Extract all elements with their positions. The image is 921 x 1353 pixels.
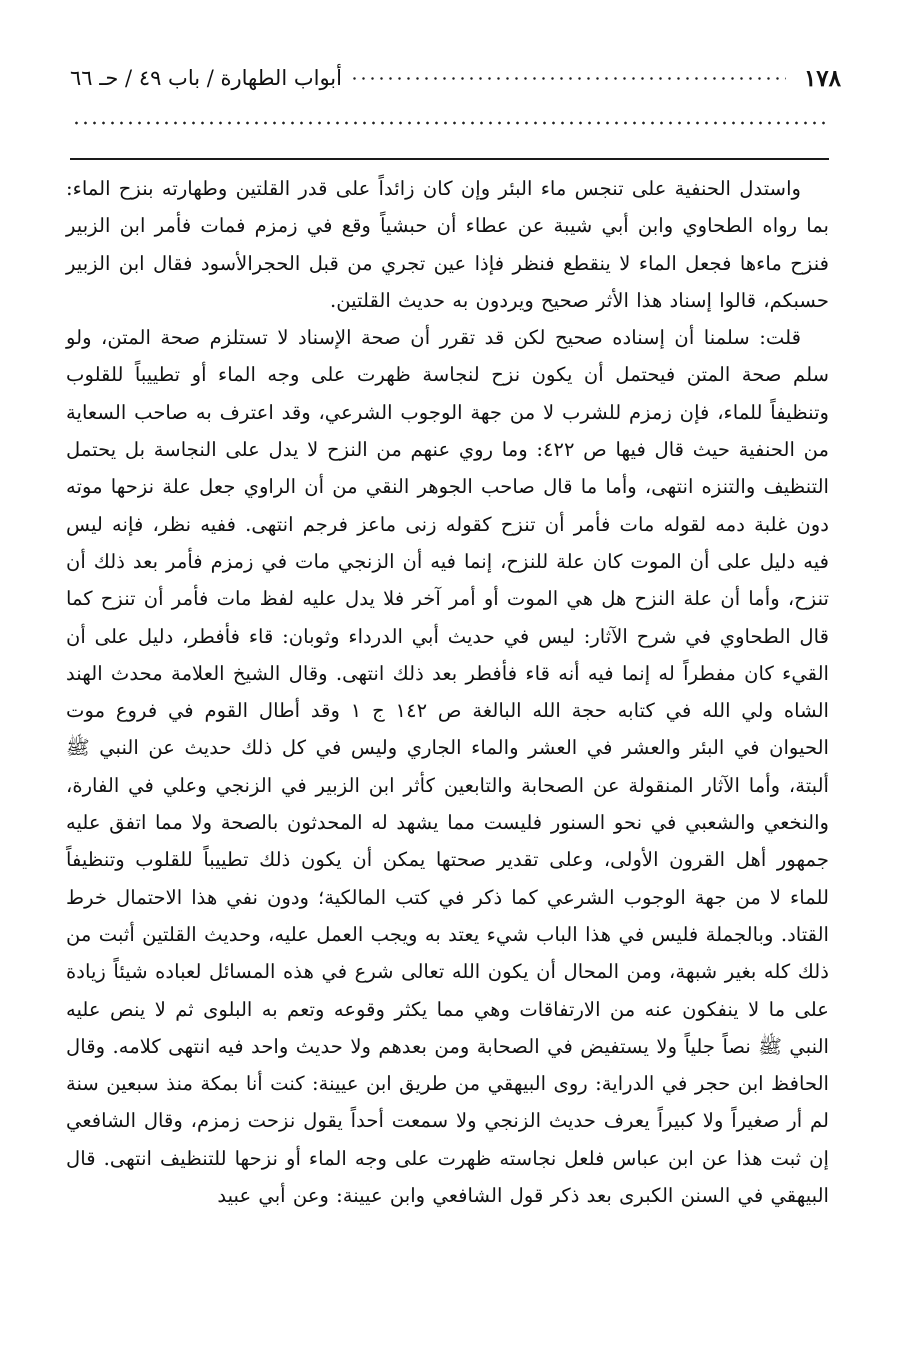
paragraph-1: واستدل الحنفية على تنجس ماء البئر وإن كان زائداً على قدر القلتين وطهارته بنزح الماء: بما رواه الطحاوي وابن أبي شيبة عن عطاء أن حبشياً وقع في زمزم فمات فأمر ابن الزبير فنزح ماءها فجعل الماء لا ينقطع فنظر فإذا عين تجري من قبل الحجرالأسود فقال ابن الزبير حسبكم، قالوا إسناد هذا الأثر صحيح ويردون به حديث القلتين. [66,177,829,312]
page-number: ١٧٨ [803,64,841,92]
header-dotted-line [72,121,827,125]
running-title: أبواب الطهارة / باب ٤٩ / حـ ٦٦ [70,66,342,90]
page-header [70,56,841,100]
header-rule [70,158,829,160]
paragraph-2: قلت: سلمنا أن إسناده صحيح لكن قد تقرر أن صحة الإسناد لا تستلزم صحة المتن، ولو سلم صحة المتن فيحتمل أن يكون نزح لنجاسة ظهرت على وجه الماء أو تطييباً للقلوب وتنظيفاً للماء، فإن زمزم للشرب لا من جهة الوجوب الشرعي، وقد اعترف به صاحب السعاية من الحنفية حيث قال فيها ص ٤٢٢: وما روي عنهم من النزح لا يدل على النجاسة بل يحتمل التنظيف والتنزه انتهى، وأما ما قال صاحب الجوهر النقي من أن الراوي جعل علة نزحها موته دون غلبة دمه لقوله مات فأمر أن تنزح كقوله زنى ماعز فرجم انتهى. ففيه نظر، فإنه ليس فيه دليل على أن الموت كان علة للنزح، إنما فيه أن الزنجي مات في زمزم فأمر بعد ذلك أن تنزح، وأما أن علة النزح هل هي الموت أو أمر آخر فلا يدل عليه لفظ مات فأمر أن تنزح كما قال الطحاوي في شرح الآثار: ليس في حديث أبي الدرداء وثوبان: قاء فأفطر، دليل على أن القيء كان مفطراً له إنما فيه أنه قاء فأفطر بعد ذلك انتهى. وقال الشيخ العلامة محدث الهند الشاه ولي الله في كتابه حجة الله البالغة ص ١٤٢ ج ١ وقد أطال القوم في فروع موت الحيوان في البئر والعشر في العشر والماء الجاري وليس في كل ذلك حديث عن النبي ﷺ ألبتة، وأما الآثار المنقولة عن الصحابة والتابعين كأثر ابن الزبير في الزنجي وعلي في الفارة، والنخعي والشعبي في نحو السنور فليست مما يشهد له المحدثون بالصحة ولا مما اتفق عليه جمهور أهل القرون الأولى، وعلى تقدير صحتها يمكن أن يكون ذلك تطييباً للقلوب وتنظيفاً للماء لا من جهة الوجوب الشرعي كما ذكر في كتب المالكية؛ ودون نفي هذا الاحتمال خرط القتاد. وبالجملة فليس في هذا الباب شيء يعتد به ويجب العمل عليه، وحديث القلتين أثبت من ذلك كله بغير شبهة، ومن المحال أن يكون الله تعالى شرع في هذه المسائل لعباده شيئاً زيادة على ما لا ينفكون عنه من الارتفاقات وهي مما يكثر وقوعه وتعم به البلوى ثم لا ينص عليه النبي ﷺ نصاً جلياً ولا يستفيض في الصحابة ومن بعدهم ولا حديث واحد فيه انتهى كلامه. وقال الحافظ ابن حجر في الدراية: روى البيهقي من طريق ابن عيينة: كنت أنا بمكة منذ سبعين سنة لم أر صغيراً ولا كبيراً يعرف حديث الزنجي ولا سمعت أحداً يقول نزحت زمزم، وقال الشافعي إن ثبت هذا عن ابن عباس فلعل نجاسته ظهرت على وجه الماء أو نزحها للتنظيف انتهى. قال البيهقي في السنن الكبرى بعد ذكر قول الشافعي وابن عيينة: وعن أبي عبيد [66,326,830,1208]
body-text [66,170,829,1214]
header-dot-leader [350,77,786,80]
